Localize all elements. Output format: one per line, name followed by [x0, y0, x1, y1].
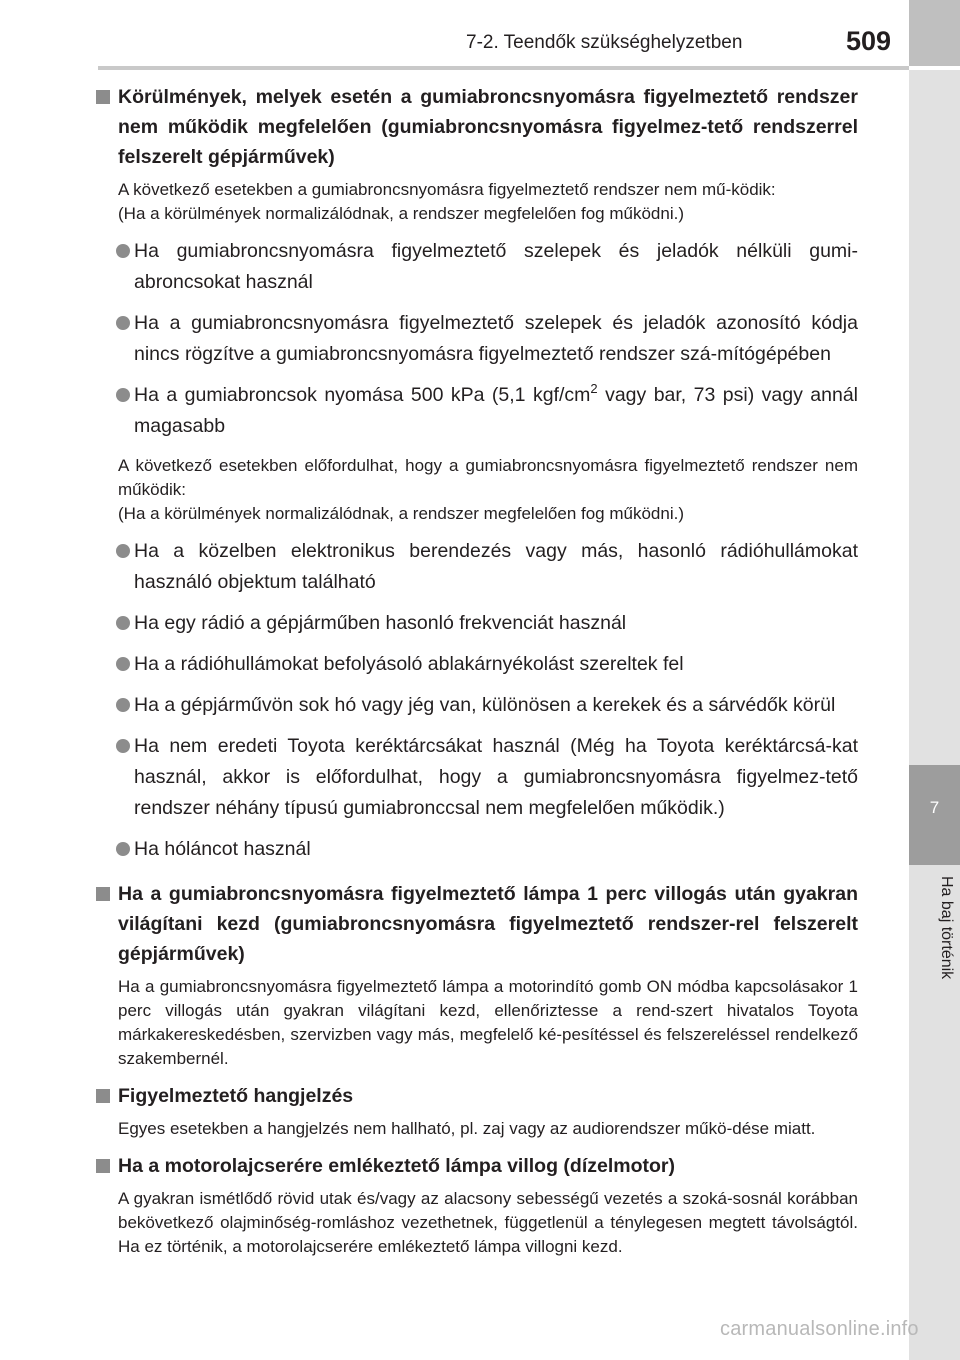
list-item-text: Ha a gumiabroncsnyomásra figyelmeztető szelepek és jeladók azonosító kódja nincs rögzítve a gumiabroncsnyomásra figyelmeztető rendszer szá-mítógépében	[134, 312, 858, 365]
round-bullet-icon	[116, 698, 130, 712]
list-item-text-start: Ha a gumiabroncsok nyomása 500 kPa (5,1 kgf/cm	[134, 384, 591, 406]
page-number: 509	[846, 26, 892, 56]
round-bullet-icon	[116, 244, 130, 258]
list-item	[96, 536, 858, 598]
section-body: A gyakran ismétlődő rövid utak és/vagy az alacsony sebességű vezetés a szoká-sosnál korábban bekövetkező olajminőség-romláshoz vezethetnek, függetlenül a ténylegesen megtett távolságtól. Ha ez történik, a motorolajcserére emlékeztető lámpa villogni kezd.	[118, 1189, 858, 1256]
list-item	[96, 608, 858, 639]
section-heading	[96, 1081, 858, 1111]
section-heading	[96, 82, 858, 172]
section-title: Ha a gumiabroncsnyomásra figyelmeztető lámpa 1 perc villogás után gyakran világítani kezd (gumiabroncsnyomásra figyelmeztető rendszer-rel felszerelt gépjárművek)	[118, 883, 858, 965]
section-intro: A következő esetekben a gumiabroncsnyomásra figyelmeztető rendszer nem mű-ködik: (Ha a körülmények normalizálódnak, a rendszer megfelelően fog működni.)	[118, 180, 776, 223]
round-bullet-icon	[116, 842, 130, 856]
section-intro: A következő esetekben előfordulhat, hogy a gumiabroncsnyomásra figyelmeztető rendszer nem működik: (Ha a körülmények normalizálódnak, a rendszer megfelelően fog működni.)	[118, 456, 858, 523]
round-bullet-icon	[116, 739, 130, 753]
section-body: Ha a gumiabroncsnyomásra figyelmeztető lámpa a motorindító gomb ON módba kapcsolásakor 1 perc villogás után gyakran világítani kezd, ellenőriztesse a rend-szert hivatalos Toyota márkakereskedésben, szervizben vagy más, megfelelő ké-pesítéssel és felszereléssel rendelkező szakembernél.	[118, 977, 858, 1068]
list-item	[96, 308, 858, 370]
list-item	[96, 236, 858, 298]
section-title: Figyelmeztető hangjelzés	[118, 1085, 354, 1107]
list-item-text: Ha a rádióhullámokat befolyásoló ablakárnyékolást szereltek fel	[134, 653, 684, 675]
header-rule	[98, 66, 909, 70]
list-item	[96, 649, 858, 680]
chapter-number: 7	[929, 798, 940, 817]
list-item-text: Ha nem eredeti Toyota keréktárcsákat használ (Még ha Toyota keréktárcsá-kat használ, akkor is előfordulhat, hogy a gumiabroncsnyomásra figyelmez-tető rendszer néhány típusú gumiabronccsal nem megfelelően működik.)	[134, 735, 858, 819]
chapter-label: Ha baj történik	[938, 876, 955, 980]
side-tab-top	[909, 0, 960, 66]
list-item	[96, 731, 858, 824]
list-item	[96, 690, 858, 721]
square-bullet-icon	[96, 887, 110, 901]
list-item-text: Ha a gépjárművön sok hó vagy jég van, különösen a kerekek és a sárvédők körül	[134, 694, 836, 716]
section-title: Körülmények, melyek esetén a gumiabroncsnyomásra figyelmeztető rendszer nem működik megfelelően (gumiabroncsnyomásra figyelmez-tető rendszerrel felszerelt gépjárművek)	[118, 86, 858, 168]
page-content	[96, 72, 858, 1263]
section-title: Ha a motorolajcserére emlékeztető lámpa villog (dízelmotor)	[118, 1155, 675, 1177]
section-heading	[96, 879, 858, 969]
square-bullet-icon	[96, 1159, 110, 1173]
square-bullet-icon	[96, 1089, 110, 1103]
watermark: carmanualsonline.info	[720, 1318, 919, 1340]
list-item-text-end: vagy bar, 73 psi) vagy annál magasabb	[134, 384, 858, 437]
square-bullet-icon	[96, 90, 110, 104]
round-bullet-icon	[116, 657, 130, 671]
section-heading	[96, 1151, 858, 1181]
list-item-text: Ha a közelben elektronikus berendezés vagy más, hasonló rádióhullámokat használó objektum található	[134, 540, 858, 593]
round-bullet-icon	[116, 616, 130, 630]
list-item	[96, 834, 858, 865]
round-bullet-icon	[116, 544, 130, 558]
side-margin-bar	[909, 70, 960, 1360]
list-item	[96, 380, 858, 442]
list-item-text: Ha egy rádió a gépjárműben hasonló frekvenciát használ	[134, 612, 627, 634]
section-body: Egyes esetekben a hangjelzés nem hallható, pl. zaj vagy az audiorendszer műkö-dése miatt.	[118, 1119, 816, 1138]
list-item-text: Ha hóláncot használ	[134, 838, 311, 860]
round-bullet-icon	[116, 316, 130, 330]
round-bullet-icon	[116, 388, 130, 402]
header-title: 7-2. Teendők szükséghelyzetben	[466, 32, 743, 53]
superscript: 2	[590, 381, 598, 396]
list-item-text: Ha gumiabroncsnyomásra figyelmeztető szelepek és jeladók nélküli gumi-abroncsokat használ	[134, 240, 858, 293]
